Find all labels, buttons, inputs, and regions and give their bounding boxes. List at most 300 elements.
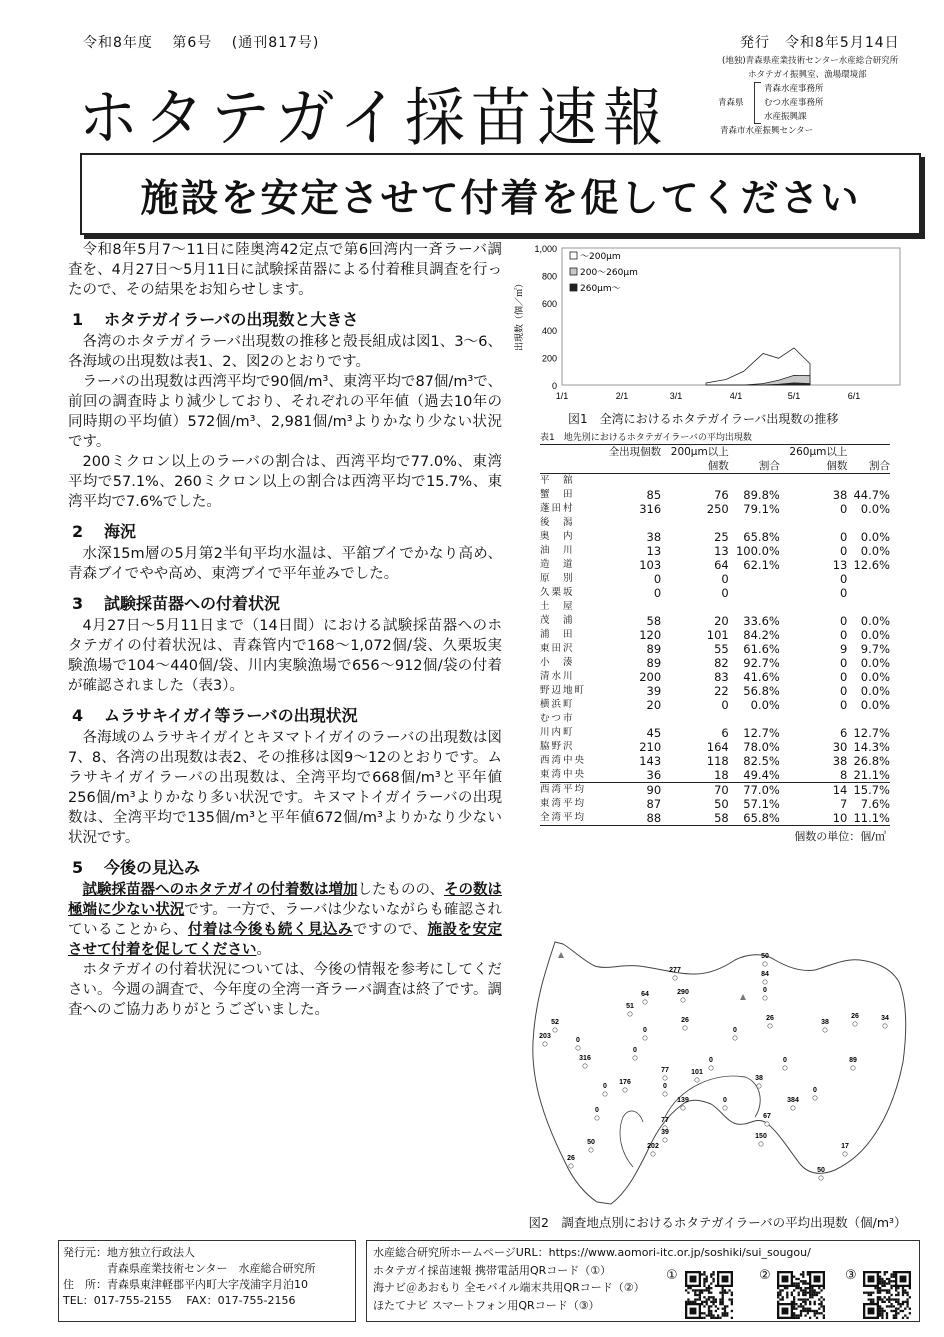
- section-paragraph: 4月27日～5月11日まで（14日間）における試験採苗器へのホタテガイの付着状況は、青森管内で168～1,072個/袋、久栗坂実験漁場で104～440個/袋、川内実験漁場で656～912個/袋の付着が確認されました（表3）。: [68, 618, 502, 694]
- table-row: [540, 558, 890, 572]
- station-value: 77: [661, 1067, 669, 1074]
- table-cell: 76: [714, 488, 729, 502]
- station-value: 26: [567, 1155, 575, 1162]
- station-marker: [695, 1078, 699, 1082]
- table-cell: 65.8%: [729, 811, 780, 826]
- table-header-cell: 割合: [847, 459, 890, 474]
- table-cell: 85: [646, 488, 662, 502]
- table-cell: 0.0%: [860, 670, 890, 684]
- table-cell: 58: [646, 614, 662, 628]
- station-marker: [765, 1122, 769, 1126]
- table-cell: 0: [653, 586, 662, 600]
- table-row: [540, 797, 890, 811]
- table-cell: 90: [600, 783, 661, 798]
- section-paragraph: 各海域のムラサキイガイとキヌマトイガイのラーバの出現数は図7、8、各湾の出現数は表2、その推移は図9～12のとおりです。ムラサキイガイラーバの出現数は、全湾平均で668個/m³と平年値256個/m³よりかなり多い状況です。キヌマトイガイラーバの出現数は、全湾平均で135個/m³と平年値672個/m³よりかなり少ない状況です。: [68, 730, 502, 846]
- station-value: 26: [766, 1015, 774, 1022]
- station-marker: [643, 1036, 647, 1040]
- table-cell: 東田沢: [540, 643, 575, 654]
- table-cell: 6: [721, 726, 729, 740]
- table-cell: 21.1%: [853, 768, 890, 782]
- table-cell: 44.7%: [853, 488, 890, 502]
- table-cell: 118: [706, 754, 729, 768]
- table-header-cell: 260μm以上: [780, 445, 848, 460]
- legend-swatch: [570, 284, 577, 291]
- section-heading: 5 今後の見込み: [72, 858, 201, 877]
- headline: 施設を安定させて付着を促してください: [140, 175, 861, 220]
- station-value: 89: [849, 1057, 857, 1064]
- table-cell: 0: [840, 698, 848, 712]
- table-cell: [847, 572, 890, 586]
- table-cell: 久栗坂: [540, 587, 575, 598]
- table-header-cell: 全出現個数: [600, 445, 661, 460]
- publisher-line: むつ水産事務所: [764, 98, 824, 108]
- table-cell: 103: [639, 558, 662, 572]
- table-row: [540, 488, 890, 502]
- table-cell: 70: [661, 783, 729, 798]
- station-value: 0: [643, 1027, 647, 1034]
- legend-swatch: [570, 268, 577, 275]
- table-cell: 14: [780, 783, 848, 798]
- station-value: 17: [841, 1143, 849, 1150]
- station-marker: [723, 1106, 727, 1110]
- station-value: 50: [761, 953, 769, 960]
- table-cell: 77.0%: [729, 783, 780, 798]
- table-cell: [600, 474, 661, 489]
- station-value: 0: [603, 1083, 607, 1090]
- station-value: 51: [626, 1003, 634, 1010]
- publisher-prefix: 青森県: [718, 98, 744, 108]
- table-cell: 15.7%: [847, 783, 890, 798]
- station-marker: [851, 1066, 855, 1070]
- table-cell: 0.0%: [860, 502, 890, 516]
- table-cell: 12.7%: [743, 726, 780, 740]
- table-cell: 東湾中央: [540, 769, 587, 780]
- table-cell: [780, 516, 848, 530]
- table-cell: 38: [646, 530, 662, 544]
- table-cell: 82.5%: [743, 754, 780, 768]
- article-body: [68, 240, 502, 1020]
- table-cell: 8: [840, 768, 848, 782]
- station-value: 26: [851, 1013, 859, 1020]
- y-tick-label: 600: [541, 298, 557, 309]
- section-paragraph: ラーバの出現数は西湾平均で90個/m³、東湾平均で87個/m³で、前回の調査時より減少しており、それぞれの平年値（過去10年の同時期の平均値）572個/m³、2,981個/m³よりかなり少ない状況です。: [68, 374, 502, 450]
- section-heading: 1 ホタテガイラーバの出現数と大きさ: [72, 310, 359, 329]
- table-cell: [780, 474, 848, 489]
- table-cell: [729, 516, 780, 530]
- table-row: [540, 712, 890, 726]
- section-paragraph: 水深15m層の5月第2半旬平均水温は、平舘ブイでかなり高め、青森ブイでやや高め、東湾ブイで平年並みでした。: [68, 546, 502, 582]
- table-cell: 脇野沢: [540, 741, 575, 752]
- station-value: 384: [787, 1097, 799, 1104]
- qr-code-icon[interactable]: [863, 1271, 911, 1319]
- table-cell: 79.1%: [743, 502, 780, 516]
- issuer-org: 青森県産業技術センター 水産総合研究所: [107, 1262, 316, 1275]
- table-cell: [847, 712, 890, 726]
- y-tick-label: 400: [541, 326, 557, 337]
- table-cell: 33.6%: [743, 614, 780, 628]
- table-cell: 22: [714, 684, 729, 698]
- table-cell: 0: [840, 684, 848, 698]
- table-cell: 65.8%: [743, 530, 780, 544]
- closing-paragraph: ホタテガイの付着状況については、今後の情報を参考にしてください。今週の調査で、今年度の全湾一斉ラーバ調査は終了です。調査へのご協力ありがとうございました。: [68, 962, 502, 1018]
- station-marker: [583, 1064, 587, 1068]
- table-header-cell: [540, 459, 600, 474]
- table-cell: 13: [714, 544, 729, 558]
- station-marker: [643, 1000, 647, 1004]
- table-cell: 0.0%: [860, 614, 890, 628]
- qr2-label: 海ナビ＠あおもり 全モバイル端末共用QRコード（②）: [373, 1281, 645, 1294]
- coastline: [533, 942, 906, 1204]
- table-row: [540, 459, 890, 474]
- table-cell: 全湾平均: [540, 811, 600, 826]
- fiscal-year: 令和8年度: [83, 35, 153, 51]
- table-cell: 0: [840, 544, 848, 558]
- table-cell: 西湾中央: [540, 755, 587, 766]
- table-row: [540, 586, 890, 600]
- table-cell: 7.6%: [860, 797, 890, 811]
- table-cell: 小 湊: [540, 657, 575, 668]
- table-cell: [661, 516, 729, 530]
- table-row: [540, 726, 890, 740]
- station-value: 0: [733, 1027, 737, 1034]
- table-row: [540, 768, 890, 783]
- table-cell: 0.0%: [860, 530, 890, 544]
- table-cell: 6: [840, 726, 848, 740]
- table-cell: 26.8%: [853, 754, 890, 768]
- table-row: [540, 656, 890, 670]
- table-cell: 88: [600, 811, 661, 826]
- table-row: [540, 783, 890, 798]
- station-marker: [623, 1088, 627, 1092]
- table-row: [540, 754, 890, 768]
- table-cell: 78.0%: [743, 740, 780, 754]
- table-cell: 89: [646, 642, 662, 656]
- issue-info: [83, 32, 333, 52]
- table-cell: 50: [714, 797, 729, 811]
- buoy-icon: [740, 994, 746, 1000]
- table-cell: 13: [832, 558, 848, 572]
- table-cell: 56.8%: [743, 684, 780, 698]
- table-cell: 0: [840, 530, 848, 544]
- station-value: 38: [755, 1075, 763, 1082]
- table-cell: 62.1%: [743, 558, 780, 572]
- table-cell: 200: [639, 670, 662, 684]
- table-cell: 250: [706, 502, 729, 516]
- table-header-cell: [847, 445, 890, 460]
- table-row: [540, 544, 890, 558]
- qr1-mark: ①: [666, 1268, 678, 1283]
- station-marker: [853, 1022, 857, 1026]
- larvae-table: [540, 430, 890, 844]
- station-marker: [603, 1092, 607, 1096]
- table-row: [540, 474, 890, 489]
- station-value: 84: [761, 971, 769, 978]
- table-cell: 89.8%: [743, 488, 780, 502]
- station-marker: [595, 1116, 599, 1120]
- table-cell: 0.0%: [750, 698, 780, 712]
- station-marker: [883, 1024, 887, 1028]
- table-cell: 0.0%: [860, 684, 890, 698]
- table-cell: 18: [714, 768, 729, 782]
- table-cell: 13: [646, 544, 662, 558]
- table-cell: 14.3%: [853, 740, 890, 754]
- table-cell: 0: [840, 502, 848, 516]
- publisher-line: (地独)青森県産業技術センター水産総合研究所: [722, 56, 899, 66]
- x-tick-label: 5/1: [787, 391, 801, 401]
- y-tick-label: 0: [551, 381, 557, 391]
- table-cell: 野辺地町: [540, 685, 587, 696]
- table-cell: 0: [721, 698, 729, 712]
- table-cell: 83: [714, 670, 729, 684]
- station-marker: [783, 1066, 787, 1070]
- station-marker: [543, 1042, 547, 1046]
- table-cell: 20: [714, 614, 729, 628]
- outlook-paragraph: 試験採苗器へのホタテガイの付着数は増加したものの、その数は極端に少ない状況です。一方で、ラーバは少ないながらも確認されていることから、付着は今後も続く見込みですので、施設を安定させて付着を促してください。: [68, 882, 503, 958]
- legend-label: 200～260μm: [580, 268, 638, 278]
- station-marker: [663, 1092, 667, 1096]
- table-cell: 0: [840, 628, 848, 642]
- publisher-line: 青森市水産振興センター: [720, 126, 814, 136]
- table-cell: [661, 600, 729, 614]
- legend-label: ～200μm: [580, 252, 621, 262]
- station-value: 150: [755, 1133, 767, 1140]
- table-cell: 0: [721, 572, 729, 586]
- station-value: 50: [587, 1139, 595, 1146]
- table-cell: 38: [832, 488, 848, 502]
- serial-number: (通刊817号): [231, 35, 320, 51]
- table-cell: 30: [832, 740, 848, 754]
- issue-number: 第6号: [172, 35, 213, 51]
- station-marker: [768, 1024, 772, 1028]
- section-paragraph: 各湾のホタテガイラーバ出現数の推移と殻長組成は図1、3～6、各海域の出現数は表1、2、図2のとおりです。: [68, 334, 502, 370]
- station-value: 0: [763, 987, 767, 994]
- station-value: 34: [881, 1015, 889, 1022]
- station-value: 0: [813, 1087, 817, 1094]
- table-row: [540, 614, 890, 628]
- station-marker: [823, 1028, 827, 1032]
- section-heading: 3 試験採苗器への付着状況: [72, 594, 281, 613]
- homepage-url[interactable]: 水産総合研究所ホームページURL：https://www.aomori-itc.or.jp/soshiki/sui_sougou/: [373, 1246, 811, 1259]
- table-unit-note: 個数の単位：個/㎥: [794, 830, 886, 843]
- table-header-cell: [729, 445, 780, 460]
- table-cell: 38: [832, 754, 848, 768]
- qr2-mark: ②: [759, 1268, 771, 1283]
- table-row: [540, 628, 890, 642]
- station-value: 0: [723, 1097, 727, 1104]
- table-cell: 164: [706, 740, 729, 754]
- links-box: [366, 1240, 920, 1322]
- table-cell: [600, 712, 661, 726]
- table-cell: 101: [706, 628, 729, 642]
- table-cell: 油 川: [540, 545, 575, 556]
- table-cell: 平 舘: [540, 475, 575, 486]
- station-marker: [663, 1076, 667, 1080]
- publisher-line: 青森水産事務所: [764, 84, 824, 94]
- station-marker: [819, 1176, 823, 1180]
- issuer-box: [58, 1240, 356, 1322]
- station-marker: [569, 1164, 573, 1168]
- station-marker: [763, 996, 767, 1000]
- table-title: 表1 地先別におけるホタテガイラーバの平均出現数: [540, 433, 752, 443]
- table-row: [540, 516, 890, 530]
- station-value: 203: [539, 1033, 551, 1040]
- table-cell: 92.7%: [743, 656, 780, 670]
- station-value: 0: [663, 1083, 667, 1090]
- station-marker: [791, 1106, 795, 1110]
- table-cell: [661, 712, 729, 726]
- bay-station-map: [515, 912, 920, 1212]
- table-cell: 316: [639, 502, 662, 516]
- table-cell: 0.0%: [860, 698, 890, 712]
- table-cell: 清水川: [540, 671, 575, 682]
- table-cell: 82: [714, 656, 729, 670]
- table-cell: [847, 600, 890, 614]
- table-cell: むつ市: [540, 713, 575, 724]
- station-value: 50: [817, 1167, 825, 1174]
- legend-swatch: [570, 252, 577, 259]
- qr-code-icon[interactable]: [777, 1271, 825, 1319]
- table-cell: 12.7%: [853, 726, 890, 740]
- table-cell: 55: [714, 642, 729, 656]
- qr-code-icon[interactable]: [685, 1271, 733, 1319]
- issuer-phone: TEL：017-755-2155 FAX：017-755-2156: [63, 1294, 296, 1307]
- table-cell: [780, 712, 848, 726]
- table-header-cell: 個数: [661, 459, 729, 474]
- table-cell: 茂 浦: [540, 615, 575, 626]
- table-cell: 0: [840, 670, 848, 684]
- station-marker: [681, 998, 685, 1002]
- table-cell: 89: [646, 656, 662, 670]
- table-cell: 0: [840, 586, 848, 600]
- station-value: 0: [595, 1107, 599, 1114]
- table-row: [540, 698, 890, 712]
- y-axis-label: 出現数（個／㎡）: [515, 278, 525, 352]
- buoy-icon: [558, 952, 564, 958]
- table-cell: 84.2%: [743, 628, 780, 642]
- figure1-caption: 図1 全湾におけるホタテガイラーバ出現数の推移: [568, 412, 839, 426]
- table-cell: 120: [639, 628, 662, 642]
- station-value: 139: [677, 1097, 689, 1104]
- x-tick-label: 1/1: [555, 391, 569, 401]
- table-cell: 49.4%: [743, 768, 780, 782]
- y-tick-label: 800: [541, 271, 557, 282]
- table-cell: 0: [653, 572, 662, 586]
- station-value: 64: [641, 991, 649, 998]
- station-value: 176: [619, 1079, 631, 1086]
- station-value: 316: [579, 1055, 591, 1062]
- legend-label: 260μm～: [580, 284, 621, 294]
- station-marker: [673, 976, 677, 980]
- station-marker: [651, 1152, 655, 1156]
- table-cell: [847, 474, 890, 489]
- section-heading: 4 ムラサキイガイ等ラーバの出現状況: [72, 706, 358, 725]
- table-cell: 西湾平均: [540, 783, 600, 798]
- table-header-cell: [540, 445, 600, 460]
- x-tick-label: 2/1: [615, 391, 629, 401]
- station-value: 39: [661, 1129, 669, 1136]
- x-tick-label: 4/1: [729, 391, 743, 401]
- station-marker: [763, 980, 767, 984]
- table-cell: 浦 田: [540, 629, 575, 640]
- station-marker: [628, 1012, 632, 1016]
- table-header-cell: [600, 459, 661, 474]
- figure2-caption: 図2 調査地点別におけるホタテガイラーバの平均出現数（個/m³）: [528, 1215, 907, 1230]
- section-paragraph: 200ミクロン以上のラーバの割合は、西湾平均で77.0%、東湾平均で57.1%、260ミクロン以上の割合は西湾平均で15.7%、東湾平均で7.6%でした。: [68, 454, 502, 510]
- table-cell: 87: [646, 797, 662, 811]
- table-cell: 61.6%: [743, 642, 780, 656]
- issuer-label: 発行元：地方独立行政法人: [63, 1246, 195, 1259]
- table-cell: 0: [840, 656, 848, 670]
- larvae-trend-chart: [510, 240, 915, 430]
- table-cell: 造 道: [540, 559, 575, 570]
- station-value: 26: [681, 1017, 689, 1024]
- table-cell: 210: [639, 740, 662, 754]
- table-cell: 土 屋: [540, 601, 575, 612]
- headline-box: [80, 153, 921, 235]
- table-cell: 41.6%: [743, 670, 780, 684]
- table-row: [540, 502, 890, 516]
- table-cell: 0: [721, 586, 729, 600]
- newsletter-title: ホタテガイ採苗速報: [78, 81, 669, 155]
- table-row: [540, 572, 890, 586]
- x-tick-label: 3/1: [669, 391, 683, 401]
- station-value: 202: [647, 1143, 659, 1150]
- station-marker: [709, 1066, 713, 1070]
- station-value: 52: [551, 1019, 559, 1026]
- table-cell: 143: [639, 754, 662, 768]
- table-cell: [780, 600, 848, 614]
- station-value: 0: [783, 1057, 787, 1064]
- table-cell: 0: [840, 572, 848, 586]
- table-row: [540, 740, 890, 754]
- table-row: [540, 600, 890, 614]
- intro-paragraph: 令和8年5月7～11日に陸奥湾42定点で第6回湾内一斉ラーバ調査を、4月27日～5月11日に試験採苗器による付着稚貝調査を行ったので、その結果をお知らせします。: [68, 242, 502, 298]
- station-marker: [553, 1028, 557, 1032]
- table-cell: 45: [646, 726, 662, 740]
- station-marker: [757, 1084, 761, 1088]
- table-cell: 10: [780, 811, 848, 826]
- table-cell: [600, 516, 661, 530]
- qr3-mark: ③: [845, 1268, 857, 1283]
- table-row: [540, 642, 890, 656]
- table-cell: 東湾平均: [540, 798, 587, 809]
- table-row: [540, 445, 890, 460]
- table-cell: [729, 572, 780, 586]
- table-cell: [661, 474, 729, 489]
- station-value: 38: [821, 1019, 829, 1026]
- table-cell: 9.7%: [860, 642, 890, 656]
- table-cell: 39: [646, 684, 662, 698]
- station-marker: [843, 1152, 847, 1156]
- inner-coast: [620, 1111, 643, 1167]
- table-cell: 20: [646, 698, 662, 712]
- publisher-block: [700, 54, 935, 138]
- table-cell: 9: [840, 642, 848, 656]
- table-cell: 64: [714, 558, 729, 572]
- table-cell: 100.0%: [735, 544, 780, 558]
- publisher-line: ホタテガイ振興室、漁場環境部: [748, 70, 867, 80]
- table-cell: 25: [714, 530, 729, 544]
- station-marker: [763, 962, 767, 966]
- table-cell: 11.1%: [847, 811, 890, 826]
- table-cell: 7: [840, 797, 848, 811]
- table-header-cell: 200μm以上: [661, 445, 729, 460]
- issuer-address: 住 所：青森県東津軽郡平内町大字茂浦字月泊10: [63, 1278, 308, 1291]
- table-cell: 後 潟: [540, 517, 575, 528]
- table-cell: 横浜町: [540, 699, 575, 710]
- table-row: [540, 811, 890, 826]
- table-cell: [847, 586, 890, 600]
